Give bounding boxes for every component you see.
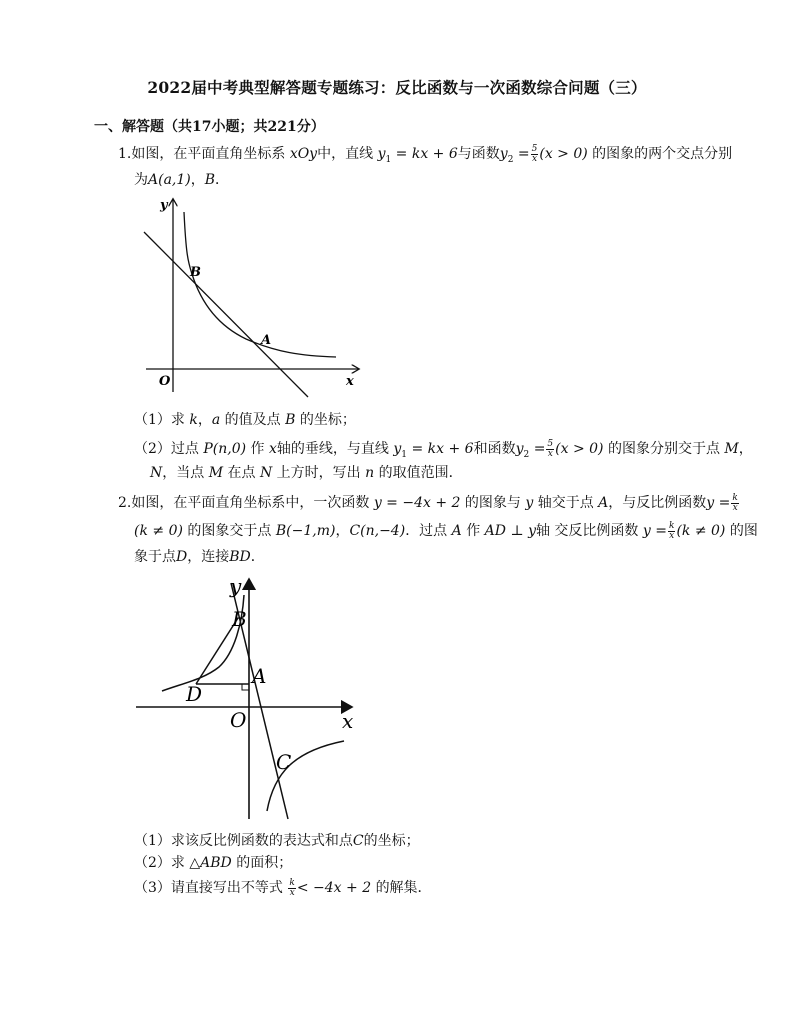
- q1-sq2-x: x: [269, 441, 277, 457]
- q2-label-a: A: [252, 664, 267, 688]
- section-heading: 一、解答题（共17小题；共221分）: [94, 119, 325, 135]
- q2-text-c: 轴交于点: [537, 495, 594, 511]
- q1-sq1-point-b: B: [285, 412, 296, 428]
- q2-c: C(n,−4): [349, 523, 406, 539]
- q2-ad: AD ⊥ y: [484, 523, 536, 539]
- q1-text-c: 与函数: [457, 146, 500, 162]
- q2-sq1-b: 的坐标；: [363, 833, 420, 849]
- q2-stem-line3: [134, 547, 265, 567]
- q1-sq2-b: 作: [250, 441, 265, 457]
- q2-text-d: ，与反比例函数: [608, 495, 707, 511]
- q2-subquestion-3: [134, 878, 432, 898]
- q1-sq2-a: （2）过点: [134, 441, 199, 457]
- q2-label-o: O: [230, 708, 247, 732]
- q1-sq2-y1-sub: 1: [401, 449, 408, 460]
- q1-sq1-d: 的坐标；: [299, 412, 356, 428]
- q2-label-d: D: [186, 682, 203, 706]
- q1-sq2-e: 的图象分别交于点: [607, 441, 720, 457]
- q1-label-x: x: [346, 374, 354, 389]
- q2-frac2-den: x: [669, 530, 675, 541]
- q2-label-y: y: [230, 574, 242, 598]
- q2-y-eq: y =: [706, 495, 731, 511]
- q1-sq2-fraction: [546, 440, 554, 459]
- q2-line3-b: ，连接: [187, 549, 230, 565]
- q1-sq2-eq1: = kx + 6: [411, 441, 474, 457]
- q1-eq2: =: [517, 146, 530, 162]
- q2-sq3-frac-num: k: [289, 877, 295, 888]
- q1-label-y: y: [160, 198, 168, 213]
- q2-right-angle-mark: [242, 684, 249, 690]
- q1-eq1: = kx + 6: [395, 146, 458, 162]
- q1-fraction: [531, 145, 539, 164]
- q2-graph: [134, 573, 366, 823]
- q1-graph: [136, 194, 366, 399]
- q2-stem-line1: [118, 493, 740, 513]
- q2-line3-a: 象于点: [134, 549, 176, 565]
- q1-sq2-eq: =: [533, 441, 546, 457]
- q1-sq1-k: k: [189, 412, 198, 428]
- q2-a: A: [598, 495, 609, 511]
- q2-label-c: C: [276, 750, 292, 774]
- q2-text-e: 的图象交于点: [187, 523, 272, 539]
- q1-subquestion-1: [134, 410, 356, 430]
- q1-label-a: A: [261, 333, 272, 348]
- q2-subquestion-1: [134, 831, 420, 851]
- q1-sq2-n-point: N: [150, 465, 163, 481]
- q1-sq2-h: 在点: [227, 465, 256, 481]
- q2-y: y: [525, 495, 534, 511]
- q1-sq2-f: ，: [738, 441, 753, 457]
- q2-eq: y = −4x + 2: [373, 495, 461, 511]
- q1-sq2-n-var: n: [365, 465, 375, 481]
- q2-sq3-fraction: [288, 879, 295, 898]
- q2-label-b: B: [232, 607, 247, 631]
- q2-sq2-triangle: △ABD: [189, 855, 232, 871]
- q2-text-i: 的图: [729, 523, 758, 539]
- q2-cond2: (k ≠ 0): [676, 523, 726, 539]
- q2-fraction: [731, 494, 738, 513]
- q1-label-b: B: [190, 265, 201, 280]
- q1-sq2-n2: N: [259, 465, 273, 481]
- q1-y2: y: [499, 146, 508, 162]
- q2-text-b: 的图象与: [464, 495, 521, 511]
- q1-subquestion-2-line1: [134, 439, 753, 465]
- q2-frac-num: k: [732, 492, 738, 503]
- q1-stem-line2: [134, 170, 229, 190]
- q1-sq2-cond: (x > 0): [555, 441, 604, 457]
- q1-sq2-i: 上方时，写出: [276, 465, 361, 481]
- q1-sq1-b: ，: [197, 412, 212, 428]
- q1-sq1-a: （1）求: [134, 412, 185, 428]
- q1-sq2-j: 的取值范围．: [378, 465, 463, 481]
- q2-text-h: 轴 交反比例函数: [535, 523, 639, 539]
- q1-stem-line1: [118, 144, 732, 170]
- q2-frac-den: x: [732, 502, 738, 513]
- q2-sq3-b: 的解集．: [375, 880, 432, 896]
- q2-sq2-a: （2）求: [134, 855, 185, 871]
- q2-bd: BD: [229, 549, 251, 565]
- q1-text-d: 的图象的两个交点分别: [592, 146, 733, 162]
- q2-text-g: 作: [466, 523, 481, 539]
- q1-text-b: 中，直线: [317, 146, 374, 162]
- q2-number: 2.: [118, 495, 132, 511]
- q1-sq2-m2: M: [208, 465, 224, 481]
- q1-sq2-y2: y: [515, 441, 524, 457]
- q1-xoy: xOy: [289, 146, 318, 162]
- q1-sq2-g: ，当点: [162, 465, 205, 481]
- q1-number: 1.: [118, 146, 132, 162]
- q2-frac2-num: k: [668, 520, 675, 531]
- q1-sq2-y1: y: [393, 441, 402, 457]
- q2-line3-c: ．: [250, 549, 265, 565]
- q1-sq2-frac-den: x: [547, 448, 553, 459]
- q2-sq3-frac-den: x: [289, 887, 295, 898]
- q1-sq2-frac-num: 5: [547, 438, 554, 449]
- q1-subquestion-2-line2: [150, 463, 463, 483]
- q2-sq2-b: 的面积；: [236, 855, 293, 871]
- q1-point-a: A(a,1): [148, 172, 191, 188]
- q1-text-a: 如图，在平面直角坐标系: [131, 146, 286, 162]
- q1-hyperbola: [184, 212, 336, 357]
- q1-y2-sub: 2: [507, 154, 514, 165]
- q2-stem-line2: [134, 521, 758, 541]
- q1-label-o: O: [159, 374, 171, 389]
- q1-line2-text: 为: [134, 172, 148, 188]
- q1-sq2-p: P(n,0): [203, 441, 247, 457]
- q2-text-a: 如图，在平面直角坐标系中，一次函数: [131, 495, 370, 511]
- q2-text-f: ．过点: [405, 523, 448, 539]
- q2-sq3-inequality: < −4x + 2: [296, 880, 372, 896]
- q1-y1: y: [377, 146, 386, 162]
- q1-frac-den: x: [531, 153, 538, 164]
- q2-y-eq2: y =: [642, 523, 667, 539]
- q2-sq1-c: C: [352, 833, 364, 849]
- q2-b: B(−1,m): [275, 523, 336, 539]
- q2-a2: A: [451, 523, 462, 539]
- q2-sq3-a: （3）请直接写出不等式: [134, 880, 283, 896]
- q1-frac-num: 5: [531, 143, 538, 154]
- q2-d: D: [176, 549, 188, 565]
- q2-cond: (k ≠ 0): [134, 523, 183, 539]
- q2-sq1-a: （1）求该反比例函数的表达式和点: [134, 833, 353, 849]
- document-title: 2022届中考典型解答题专题练习：反比函数与一次函数综合问题（三）: [147, 78, 647, 97]
- q1-cond: (x > 0): [539, 146, 588, 162]
- q1-straight-line: [144, 232, 308, 397]
- q2-fraction2: [668, 522, 675, 541]
- q1-sq2-d: 和函数: [473, 441, 516, 457]
- q1-period: ．: [215, 172, 230, 188]
- q1-sq2-y2-sub: 2: [523, 449, 530, 460]
- q1-point-b: B: [204, 172, 216, 188]
- q1-sq1-c: 的值及点: [224, 412, 281, 428]
- q1-sq2-c: 轴的垂线，与直线: [276, 441, 389, 457]
- q2-label-x: x: [342, 709, 354, 733]
- q1-sq1-a-var: a: [211, 412, 221, 428]
- q2-sep: ，: [335, 523, 350, 539]
- q2-subquestion-2: [134, 853, 292, 873]
- q1-comma: ，: [190, 172, 205, 188]
- q1-y1-sub: 1: [385, 154, 392, 165]
- q1-sq2-m: M: [724, 441, 739, 457]
